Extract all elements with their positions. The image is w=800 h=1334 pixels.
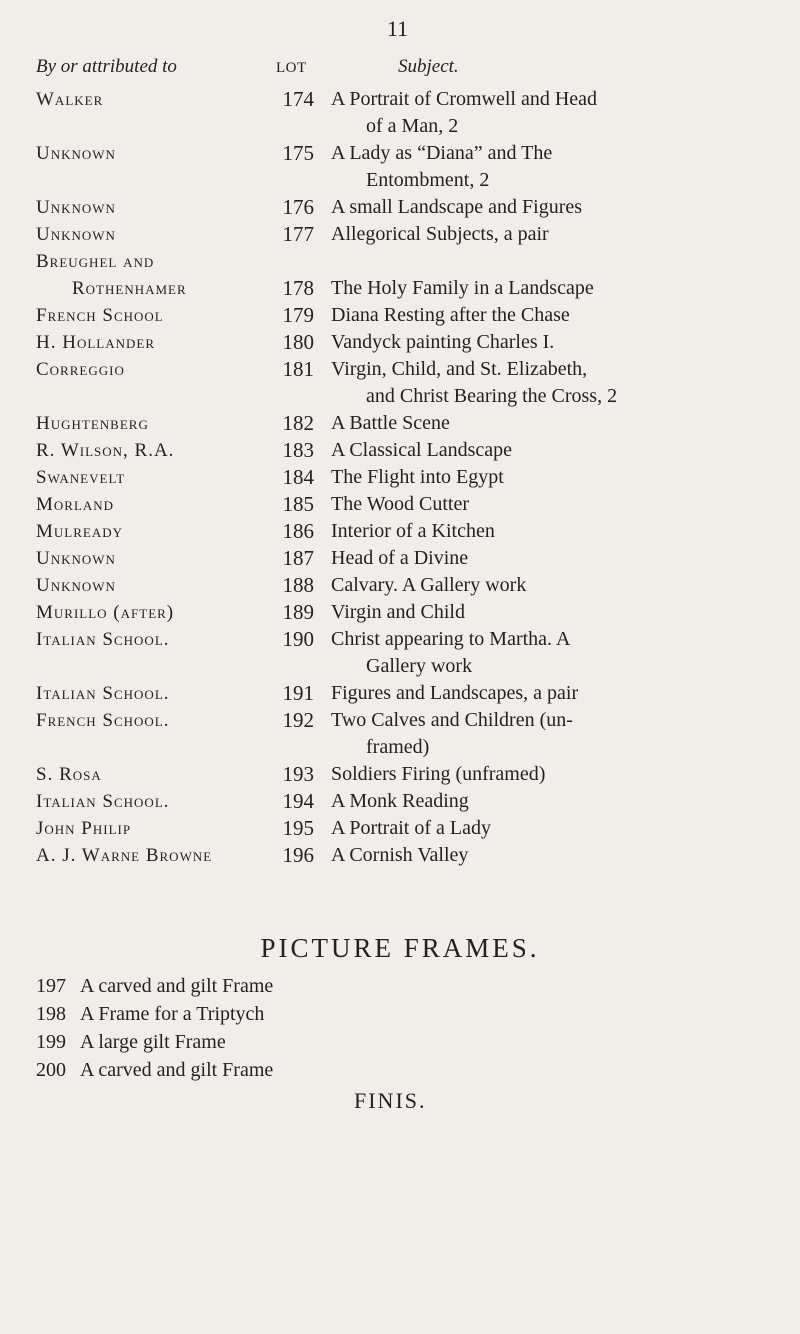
subject-text	[331, 86, 771, 140]
artist-line: Mulready	[36, 521, 123, 542]
artist-line: S. Rosa	[36, 764, 102, 785]
lot-number: 194	[282, 789, 314, 813]
lot-row	[0, 491, 800, 518]
artist-line: Italian School.	[36, 791, 170, 812]
subject-line: Vandyck painting Charles I.	[331, 331, 555, 353]
lot-number: 195	[282, 816, 314, 840]
lot-row	[0, 140, 800, 194]
subject-text	[331, 194, 771, 221]
artist-line: Murillo (after)	[36, 602, 175, 623]
lot-number: 184	[282, 465, 314, 489]
lot-number: 174	[282, 87, 314, 111]
lot-column-header: LOT	[276, 60, 307, 76]
subject-text	[331, 599, 771, 626]
lot-number: 196	[282, 843, 314, 867]
artist-line: Walker	[36, 89, 104, 110]
lot-row	[0, 815, 800, 842]
subject-line-continued: framed)	[366, 736, 430, 758]
subject-line: Two Calves and Children (un-	[331, 709, 573, 731]
section-title: PICTURE FRAMES.	[260, 933, 540, 963]
subject-text	[331, 140, 771, 194]
subject-line: The Holy Family in a Landscape	[331, 277, 594, 299]
subject-line: The Flight into Egypt	[331, 466, 504, 488]
subject-line-continued: Entombment, 2	[366, 169, 490, 191]
subject-text	[331, 410, 771, 437]
frame-item	[36, 1056, 273, 1084]
artist-line-continued: Rothenhamer	[72, 278, 187, 299]
lot-row	[0, 329, 800, 356]
frames-list	[36, 972, 273, 1084]
frame-description: A carved and gilt Frame	[80, 1059, 274, 1081]
subject-text	[331, 302, 771, 329]
artist-line: Unknown	[36, 548, 116, 569]
subject-text	[331, 491, 771, 518]
subject-line: Soldiers Firing (unframed)	[331, 763, 546, 785]
artist-line: French School.	[36, 710, 170, 731]
frame-item	[36, 972, 273, 1000]
lot-row	[0, 302, 800, 329]
frame-item	[36, 1028, 273, 1056]
finis-text: FINIS.	[354, 1088, 427, 1113]
subject-line-continued: and Christ Bearing the Cross, 2	[366, 385, 618, 407]
subject-line: The Wood Cutter	[331, 493, 469, 515]
subject-line: A Cornish Valley	[331, 844, 469, 866]
frame-description: A Frame for a Triptych	[80, 1003, 265, 1025]
subject-line: Diana Resting after the Chase	[331, 304, 570, 326]
subject-line: A Battle Scene	[331, 412, 450, 434]
subject-text	[331, 761, 771, 788]
subject-text	[331, 248, 771, 302]
lot-row	[0, 518, 800, 545]
subject-text	[331, 842, 771, 869]
subject-text	[331, 545, 771, 572]
artist-line: John Philip	[36, 818, 132, 839]
lot-row	[0, 842, 800, 869]
artist-line: French School	[36, 305, 164, 326]
lot-number: 191	[282, 681, 314, 705]
artist-line: Unknown	[36, 197, 116, 218]
subject-line: Calvary. A Gallery work	[331, 574, 527, 596]
lot-number: 193	[282, 762, 314, 786]
lot-number: 180	[282, 330, 314, 354]
lot-row	[0, 680, 800, 707]
subject-text	[331, 572, 771, 599]
lot-row	[0, 464, 800, 491]
lot-number: 177	[282, 222, 314, 246]
lot-row	[0, 788, 800, 815]
subject-text	[331, 815, 771, 842]
artist-line: Hughtenberg	[36, 413, 149, 434]
subject-text	[331, 518, 771, 545]
subject-line: A Portrait of Cromwell and Head	[331, 88, 598, 110]
lot-number: 188	[282, 573, 314, 597]
artist-line: R. Wilson, R.A.	[36, 440, 175, 461]
lot-list	[0, 86, 800, 869]
subject-line: Interior of a Kitchen	[331, 520, 495, 542]
artist-line: Swanevelt	[36, 467, 126, 488]
subject-line: Virgin, Child, and St. Elizabeth,	[331, 358, 588, 380]
subject-column-header: Subject.	[398, 56, 459, 77]
lot-number: 179	[282, 303, 314, 327]
artist-column-header: By or attributed to	[36, 56, 177, 77]
subject-line: A Classical Landscape	[331, 439, 513, 461]
subject-text	[331, 788, 771, 815]
lot-row	[0, 545, 800, 572]
lot-row	[0, 599, 800, 626]
lot-number: 186	[282, 519, 314, 543]
subject-text	[331, 680, 771, 707]
subject-line: Christ appearing to Martha. A	[331, 628, 571, 650]
artist-line: A. J. Warne Browne	[36, 845, 213, 866]
subject-line: Virgin and Child	[331, 601, 465, 623]
lot-number: 175	[282, 141, 314, 165]
lot-number: 190	[282, 627, 314, 651]
lot-number: 189	[282, 600, 314, 624]
lot-number: 181	[282, 357, 314, 381]
subject-text	[331, 356, 771, 410]
subject-line: A Lady as “Diana” and The	[331, 142, 553, 164]
artist-line: Unknown	[36, 575, 116, 596]
artist-line: H. Hollander	[36, 332, 155, 353]
frame-lot-number: 198	[36, 1003, 66, 1025]
subject-line-continued: of a Man, 2	[366, 115, 459, 137]
lot-row	[0, 707, 800, 761]
subject-line: A Monk Reading	[331, 790, 469, 812]
lot-row	[0, 410, 800, 437]
subject-line: A small Landscape and Figures	[331, 196, 583, 218]
lot-row	[0, 248, 800, 302]
frame-description: A carved and gilt Frame	[80, 975, 274, 997]
subject-text	[331, 437, 771, 464]
lot-row	[0, 86, 800, 140]
frame-description: A large gilt Frame	[80, 1031, 226, 1053]
artist-line: Morland	[36, 494, 115, 515]
subject-text	[331, 464, 771, 491]
lot-row	[0, 356, 800, 410]
frame-lot-number: 199	[36, 1031, 66, 1053]
artist-line: Correggio	[36, 359, 125, 380]
lot-number: 176	[282, 195, 314, 219]
lot-number: 178	[282, 276, 314, 300]
lot-number: 182	[282, 411, 314, 435]
frame-lot-number: 200	[36, 1059, 66, 1081]
lot-number: 185	[282, 492, 314, 516]
page-number: 11	[387, 16, 409, 41]
subject-text	[331, 626, 771, 680]
lot-row	[0, 572, 800, 599]
artist-line: Italian School.	[36, 629, 170, 650]
subject-line: Allegorical Subjects, a pair	[331, 223, 549, 245]
subject-line-continued: Gallery work	[366, 655, 473, 677]
lot-number: 183	[282, 438, 314, 462]
subject-text	[331, 707, 771, 761]
lot-row	[0, 194, 800, 221]
lot-row	[0, 761, 800, 788]
subject-text	[331, 221, 771, 248]
artist-line: Unknown	[36, 143, 116, 164]
frame-lot-number: 197	[36, 975, 66, 997]
lot-row	[0, 437, 800, 464]
artist-line: Unknown	[36, 224, 116, 245]
subject-line: Figures and Landscapes, a pair	[331, 682, 579, 704]
subject-line: A Portrait of a Lady	[331, 817, 491, 839]
lot-row	[0, 221, 800, 248]
artist-line: Breughel and	[36, 251, 155, 272]
subject-line: Head of a Divine	[331, 547, 469, 569]
lot-number: 187	[282, 546, 314, 570]
lot-number: 192	[282, 708, 314, 732]
subject-text	[331, 329, 771, 356]
frame-item	[36, 1000, 273, 1028]
lot-row	[0, 626, 800, 680]
artist-line: Italian School.	[36, 683, 170, 704]
